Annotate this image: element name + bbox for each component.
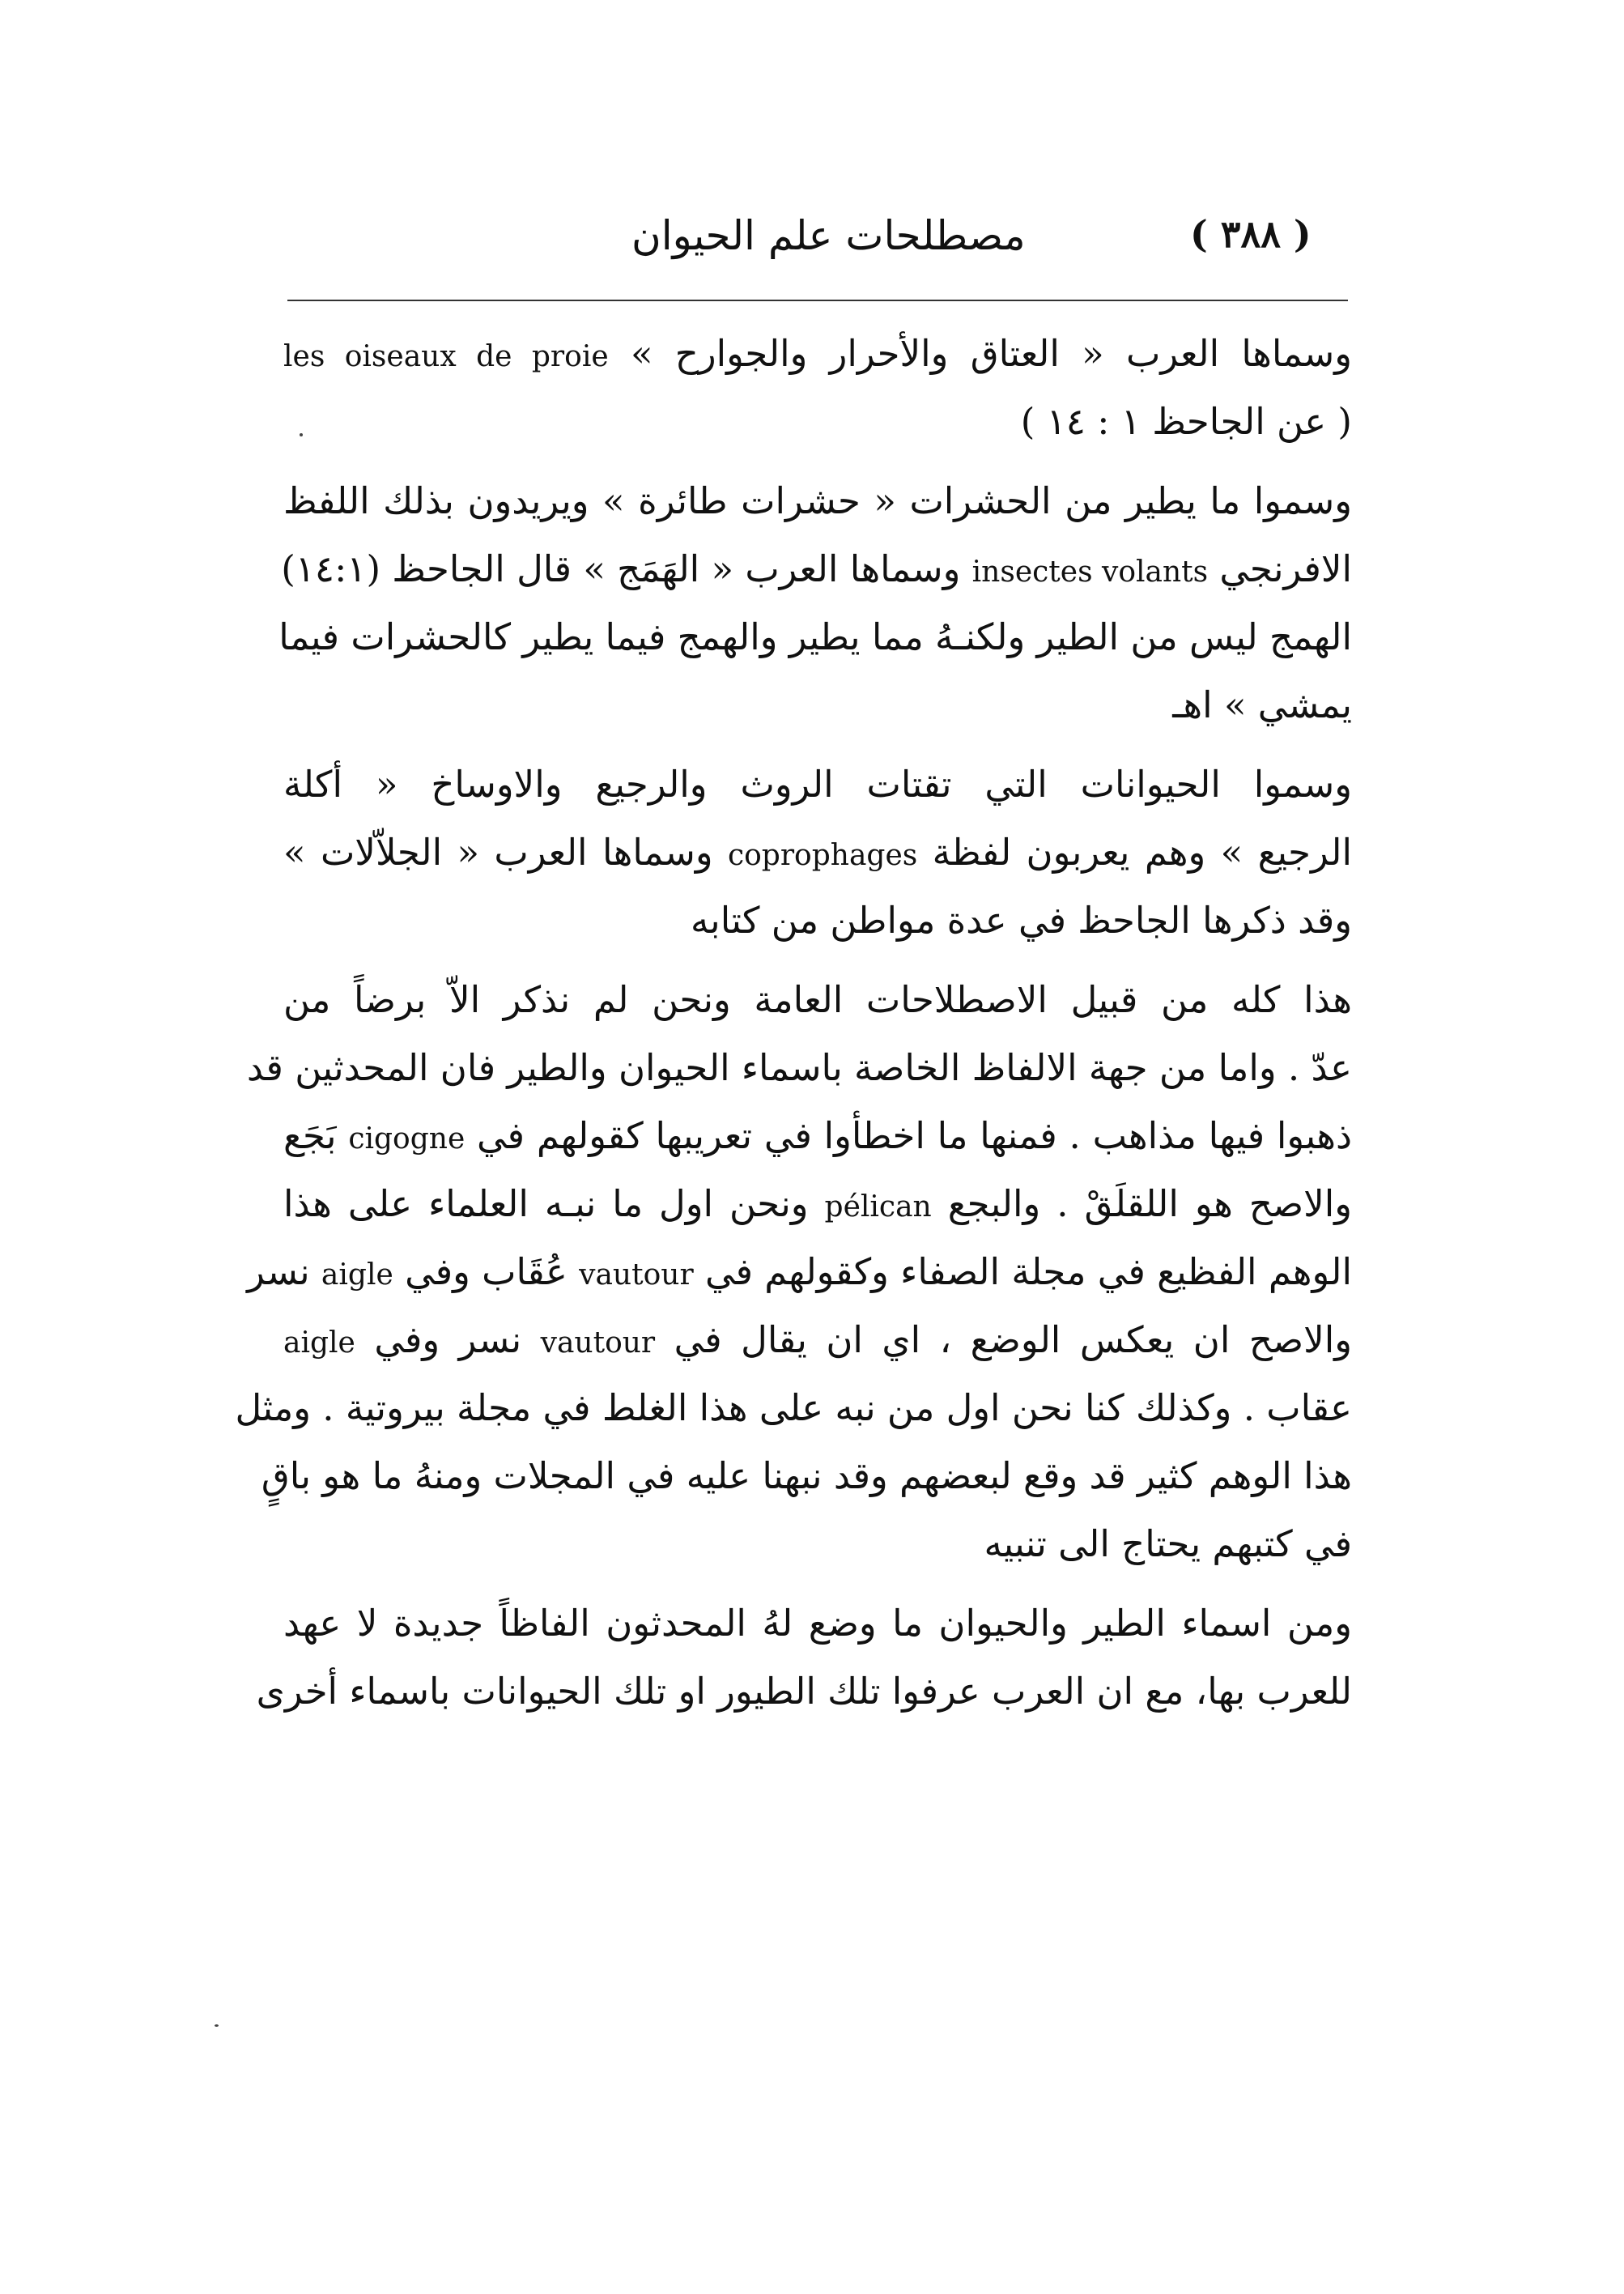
text-line xyxy=(283,1306,1352,1374)
arabic-text: وسماها العرب « العتاق والأحرار والجوارح » xyxy=(630,332,1352,375)
text-line xyxy=(283,751,1352,819)
arabic-text: وقد ذكرها الجاحظ في عدة مواطن من كتابه xyxy=(691,899,1352,942)
french-term: coprophages xyxy=(727,839,918,872)
scan-speck xyxy=(300,433,303,436)
text-line xyxy=(283,1102,1352,1170)
scan-speck xyxy=(215,2024,219,2027)
text-line xyxy=(283,671,1352,739)
text-line xyxy=(235,1374,1352,1442)
page-header xyxy=(283,212,1352,285)
arabic-text: يمشي » اهـ xyxy=(1172,683,1352,726)
arabic-text: ونحن اول ما نبـه العلماء على هذا xyxy=(283,1182,825,1225)
text-line xyxy=(283,535,1352,603)
french-term: pélican xyxy=(824,1190,932,1224)
text-line xyxy=(283,887,1352,955)
arabic-text: الهمج ليس من الطير ولكنـهُ مما يطير والهمج فيما يطير كالحشرات فيما xyxy=(278,615,1352,658)
french-term: aigle xyxy=(283,1326,355,1360)
text-line xyxy=(261,1442,1352,1510)
arabic-text: الافرنجي xyxy=(1208,547,1352,590)
text-line xyxy=(283,388,1352,456)
arabic-text: هذا كله من قبيل الاصطلاحات العامة ونحن لم نذكر الاّ برضاً من xyxy=(283,978,1352,1021)
arabic-text: والاصح هو اللقلَقْ . والبجع xyxy=(931,1182,1352,1225)
arabic-text: الوهم الفظيع في مجلة الصفاء وكقولهم في xyxy=(693,1250,1352,1293)
arabic-text: وسموا ما يطير من الحشرات « حشرات طائرة » ويريدون بذلك اللفظ xyxy=(283,479,1352,522)
arabic-text: عدّ . واما من جهة الالفاظ الخاصة باسماء الحيوان والطير فان المحدثين قد xyxy=(246,1046,1352,1089)
arabic-text: نسر xyxy=(247,1250,321,1293)
text-line xyxy=(283,1170,1352,1238)
text-line xyxy=(283,320,1352,388)
french-term: vautour xyxy=(579,1258,694,1292)
body-text xyxy=(235,320,1353,1726)
arabic-text: عُقَاب وفي xyxy=(393,1250,580,1293)
french-term: insectes volants xyxy=(971,555,1209,589)
text-line xyxy=(283,966,1352,1034)
page-number: ( ٣٨٨ ) xyxy=(1190,212,1312,256)
arabic-text: وسموا الحيوانات التي تقتات الروث والرجيع والاوساخ « أكلة xyxy=(283,763,1352,806)
arabic-text: وسماها العرب « الهَمَج » قال الجاحظ (١٤:١) xyxy=(281,547,972,590)
french-term: aigle xyxy=(321,1258,393,1292)
arabic-text: هذا الوهم كثير قد وقع لبعضهم وقد نبهنا عليه في المجلات ومنهُ ما هو باقٍ xyxy=(261,1454,1352,1497)
text-line xyxy=(283,819,1352,887)
arabic-text: وسماها العرب « الجلاّلات » xyxy=(283,831,728,874)
arabic-text: ومن اسماء الطير والحيوان ما وضع لهُ المحدثون الفاظاً جديدة لا عهد xyxy=(283,1602,1352,1645)
text-line xyxy=(278,603,1352,671)
arabic-text: عقاب . وكذلك كنا نحن اول من نبه على هذا الغلط في مجلة بيروتية . ومثل xyxy=(235,1386,1352,1429)
arabic-text: ( عن الجاحظ ١ : ١٤ ) xyxy=(1020,400,1352,443)
arabic-text: الرجيع » وهم يعربون لفظة xyxy=(917,831,1352,874)
running-title: مصطلحات علم الحيوان xyxy=(631,212,1026,259)
header-rule xyxy=(287,300,1348,301)
text-line xyxy=(283,467,1352,535)
arabic-text: والاصح ان يعكس الوضع ، اي ان يقال في xyxy=(655,1318,1352,1361)
text-line xyxy=(246,1034,1352,1102)
arabic-text: نسر وفي xyxy=(355,1318,541,1361)
french-term: les oiseaux de proie xyxy=(283,340,609,373)
arabic-text: بَجَع xyxy=(283,1114,349,1157)
french-term: cigogne xyxy=(348,1122,466,1156)
text-line xyxy=(283,1510,1352,1578)
french-term: vautour xyxy=(540,1326,656,1360)
arabic-text: ذهبوا فيها مذاهب . فمنها ما اخطأوا في تعريبها كقولهم في xyxy=(465,1114,1353,1157)
text-line xyxy=(283,1590,1352,1658)
text-line xyxy=(247,1238,1352,1306)
text-line xyxy=(256,1658,1352,1726)
arabic-text: للعرب بها، مع ان العرب عرفوا تلك الطيور او تلك الحيوانات باسماء أخرى xyxy=(256,1670,1352,1713)
arabic-text: في كتبهم يحتاج الى تنبيه xyxy=(984,1522,1352,1565)
